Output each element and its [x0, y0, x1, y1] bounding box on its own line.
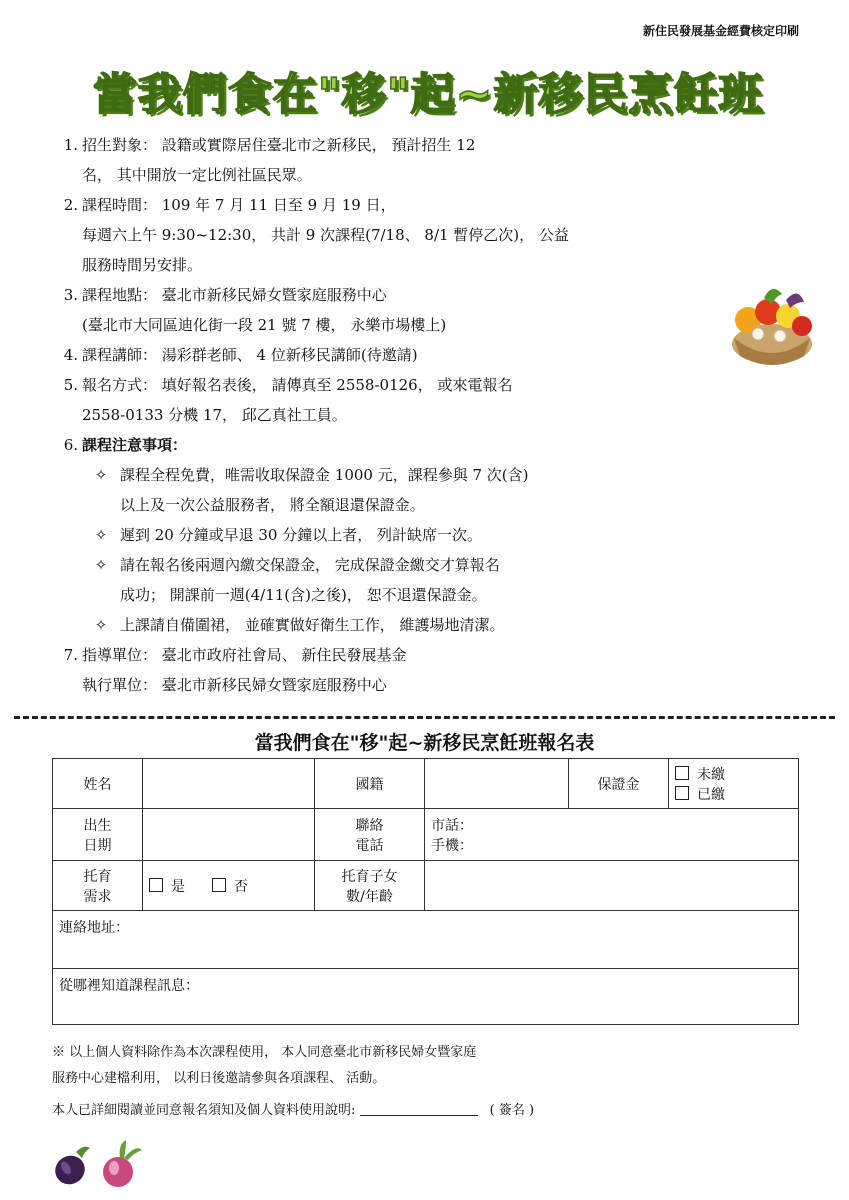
list-item [40, 430, 805, 640]
yes-label: 是 [171, 878, 185, 895]
checkbox-icon[interactable] [149, 878, 163, 892]
item-line: 請在報名後兩週內繳交保證金， 完成保證金繳交才算報名 [120, 556, 500, 574]
registration-form [52, 758, 799, 1025]
item-line: 名， 其中開放一定比例社區民眾。 [82, 166, 312, 184]
item-line: 每週六上午 9:30~12:30， 共計 9 次課程(7/18、 8/1 暫停乙次)， 公益 [82, 226, 569, 244]
signature-field[interactable] [360, 1101, 478, 1116]
mobile-field[interactable] [431, 835, 792, 855]
privacy-note [52, 1040, 802, 1092]
item-line: 課程時間： 109 年 7 月 11 日至 9 月 19 日， [82, 196, 396, 214]
cut-line-divider [14, 716, 835, 719]
sponsor-note: 新住民發展基金經費核定印刷 [642, 24, 799, 38]
phone-label: 市話： [431, 817, 473, 834]
sparkle-icon: ✧ [94, 466, 108, 484]
name-input[interactable] [143, 759, 315, 809]
birth-label-line: 日期 [83, 837, 112, 854]
childcare-yes-option[interactable] [149, 879, 185, 895]
item-line: 上課請自備圍裙， 並確實做好衛生工作， 維護場地清潔。 [120, 616, 505, 634]
contact-label-line: 聯絡 [355, 817, 384, 834]
note-item [82, 610, 805, 640]
notes-heading: 課程注意事項： [82, 436, 188, 454]
item-line: 指導單位： 臺北市政府社會局、 新住民發展基金 [82, 646, 407, 664]
child-count-input[interactable] [425, 861, 799, 911]
no-label: 否 [233, 878, 248, 895]
childcare-label-line: 需求 [83, 888, 112, 905]
deposit-label: 保證金 [569, 759, 669, 809]
address-label: 連絡地址： [59, 920, 129, 936]
item-line: 執行單位： 臺北市新移民婦女暨家庭服務中心 [82, 676, 387, 694]
list-item [40, 640, 805, 700]
checkbox-icon[interactable] [212, 878, 226, 892]
vegetable-basket-icon [724, 278, 820, 368]
sparkle-icon: ✧ [94, 616, 108, 634]
deposit-unpaid-option[interactable] [675, 764, 792, 784]
nationality-label: 國籍 [315, 759, 425, 809]
item-number: 4. [63, 346, 78, 364]
item-number: 3. [63, 286, 78, 304]
list-item [40, 190, 805, 280]
deposit-paid-option[interactable] [675, 784, 792, 804]
sparkle-icon: ✧ [94, 526, 108, 544]
note-item [82, 460, 805, 520]
child-count-label-line: 托育子女 [341, 868, 398, 885]
item-number: 2. [63, 196, 78, 214]
birth-label [53, 809, 143, 861]
eggplant-icon [46, 1138, 96, 1188]
birth-date-input[interactable] [143, 809, 315, 861]
list-item [40, 340, 805, 370]
item-number: 1. [63, 136, 78, 154]
item-line: 招生對象： 設籍或實際居住臺北市之新移民， 預計招生 12 [82, 136, 476, 154]
item-number: 6. [63, 436, 78, 454]
birth-label-line: 出生 [83, 817, 112, 834]
form-title: 當我們食在"移"起~新移民烹飪班報名表 [254, 732, 595, 754]
item-line: 2558-0133 分機 17， 邱乙真社工員。 [82, 406, 347, 424]
list-item [40, 370, 805, 430]
phone-field[interactable] [431, 815, 792, 835]
deposit-unpaid-label: 未繳 [697, 766, 725, 783]
contact-label-line: 電話 [355, 837, 384, 854]
nationality-input[interactable] [425, 759, 569, 809]
list-item [40, 280, 805, 340]
note-line: ※ 以上個人資料除作為本次課程使用， 本人同意臺北市新移民婦女暨家庭 [52, 1045, 477, 1060]
item-line: 課程講師： 湯彩群老師、 4 位新移民講師(待邀請) [82, 346, 418, 364]
item-line: 成功； 開課前一週(4/11(含)之後)， 恕不退還保證金。 [120, 586, 487, 604]
note-item [82, 520, 805, 550]
source-field[interactable] [53, 969, 799, 1025]
page-title: 當我們食在"移"起~新移民烹飪班 [92, 69, 764, 120]
signature-label: ( 簽名 ) [489, 1103, 535, 1118]
sparkle-icon: ✧ [94, 556, 108, 574]
item-line: 報名方式： 填好報名表後， 請傳真至 2558-0126， 或來電報名 [82, 376, 513, 394]
childcare-label [53, 861, 143, 911]
source-label: 從哪裡知道課程訊息： [59, 978, 199, 994]
childcare-options [143, 861, 315, 911]
name-label: 姓名 [53, 759, 143, 809]
checkbox-icon[interactable] [675, 766, 689, 780]
item-line: (臺北市大同區迪化街一段 21 號 7 樓， 永樂市場樓上) [82, 316, 447, 334]
deposit-options [669, 759, 799, 809]
list-item [40, 130, 805, 190]
item-line: 遲到 20 分鐘或早退 30 分鐘以上者， 列計缺席一次。 [120, 526, 483, 544]
item-number: 5. [63, 376, 78, 394]
childcare-no-option[interactable] [212, 879, 248, 895]
child-count-label [315, 861, 425, 911]
child-count-label-line: 數/年齡 [346, 888, 393, 905]
item-line: 課程全程免費，唯需收取保證金 1000 元，課程參與 7 次(含) [120, 466, 529, 484]
agreement-text: 本人已詳細閱讀並同意報名須知及個人資料使用說明: [52, 1103, 356, 1118]
address-field[interactable] [53, 911, 799, 969]
turnip-icon [96, 1138, 146, 1190]
item-line: 服務時間另安排。 [82, 256, 203, 274]
item-line: 以上及一次公益服務者， 將全額退還保證金。 [120, 496, 425, 514]
agreement-line [52, 1100, 802, 1122]
mobile-label: 手機： [431, 837, 473, 854]
item-number: 7. [63, 646, 78, 664]
note-line: 服務中心建檔利用， 以利日後邀請參與各項課程、 活動。 [52, 1071, 386, 1086]
childcare-label-line: 托育 [83, 868, 112, 885]
checkbox-icon[interactable] [675, 786, 689, 800]
item-line: 課程地點： 臺北市新移民婦女暨家庭服務中心 [82, 286, 387, 304]
contact-label [315, 809, 425, 861]
contact-fields [425, 809, 799, 861]
info-list [40, 130, 805, 700]
deposit-paid-label: 已繳 [697, 786, 725, 803]
note-item [82, 550, 805, 610]
